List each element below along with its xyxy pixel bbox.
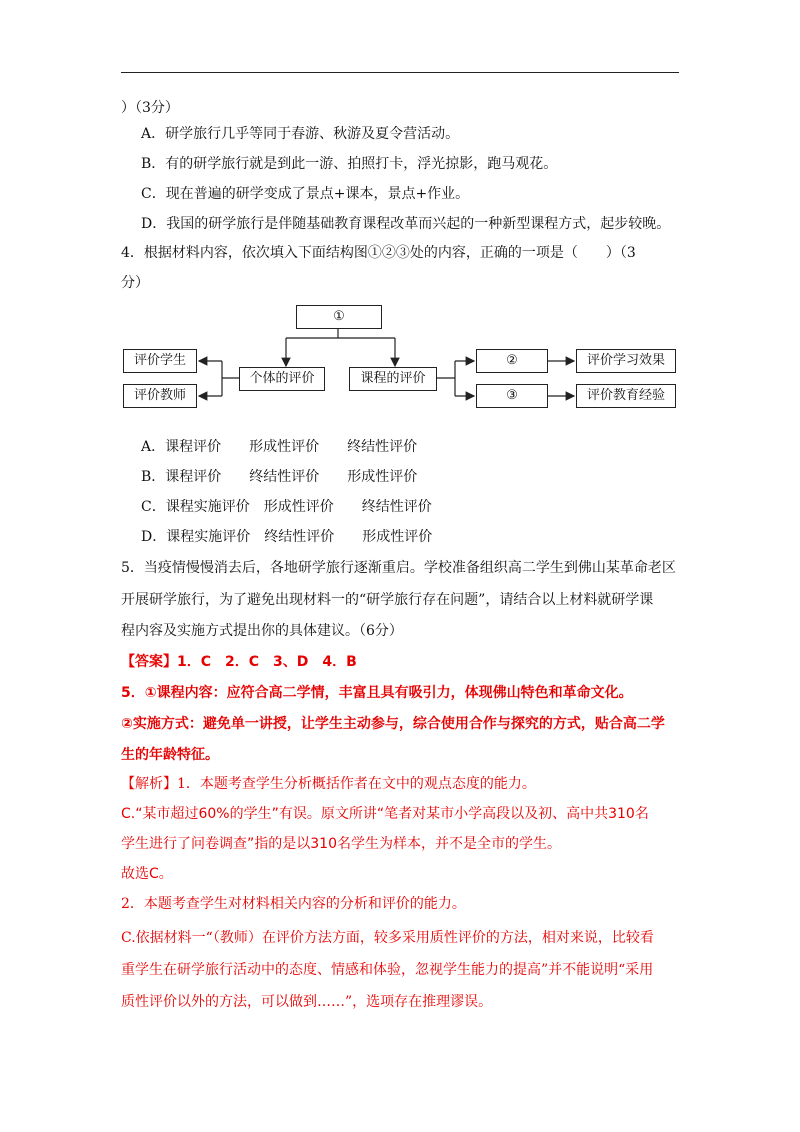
diagram-box-eval-student: 评价学生 [123, 349, 197, 373]
q4-option-d: D．课程实施评价 终结性评价 形成性评价 [141, 529, 433, 545]
analysis-line3: 学生进行了问卷调查”指的是以310名学生为样本，并不是全市的学生。 [121, 836, 561, 852]
analysis-line8: 质性评价以外的方法，可以做到……”，选项存在推理谬误。 [121, 994, 493, 1010]
diagram-box-eval-learning: 评价学习效果 [576, 349, 676, 373]
q3-option-c: C．现在普遍的研学变成了景点+课本，景点+作业。 [141, 186, 470, 202]
q4-option-c: C．课程实施评价 形成性评价 终结性评价 [141, 499, 432, 515]
q3-option-d: D．我国的研学旅行是伴随基础教育课程改革而兴起的一种新型课程方式，起步较晚。 [141, 216, 671, 232]
answer-line2: 5．①课程内容：应符合高二学情，丰富且具有吸引力，体现佛山特色和革命文化。 [121, 685, 633, 701]
diagram-box-eval-experience: 评价教育经验 [576, 384, 676, 408]
answer-line3: ②实施方式：避免单一讲授，让学生主动参与，综合使用合作与探究的方式，贴合高二学 [121, 716, 665, 732]
analysis-line6: C.依据材料一“（教师）在评价方法方面，较多采用质性评价的方法，相对来说，比较看 [121, 930, 654, 946]
q5-line2: 开展研学旅行，为了避免出现材料一的“研学旅行存在问题”，请结合以上材料就研学课 [121, 592, 654, 608]
analysis-line5: 2．本题考查学生对材料相关内容的分析和评价的能力。 [121, 896, 466, 912]
diagram-box-2: ② [476, 349, 548, 373]
diagram-connectors [0, 0, 800, 420]
analysis-line4: 故选C。 [121, 866, 173, 882]
diagram-box-eval-teacher: 评价教师 [123, 384, 197, 408]
diagram-box-individual: 个体的评价 [239, 367, 325, 391]
analysis-line7: 重学生在研学旅行活动中的态度、情感和体验，忽视学生能力的提高”并不能说明“采用 [121, 962, 654, 978]
q5-line3: 程内容及实施方式提出你的具体建议。（6分） [121, 623, 403, 639]
answer-line1: 【答案】1．C 2．C 3、D 4．B [121, 654, 357, 670]
diagram-box-3: ③ [476, 384, 548, 408]
analysis-line2: C.“某市超过60%的学生”有误。原文所讲“笔者对某市小学高段以及初、高中共310名 [121, 806, 649, 822]
analysis-line1: 【解析】1．本题考查学生分析概括作者在文中的观点态度的能力。 [121, 776, 536, 792]
answer-line4: 生的年龄特征。 [121, 747, 219, 763]
q4-stem-line2: 分） [121, 275, 149, 291]
q4-option-a: A．课程评价 形成性评价 终结性评价 [141, 439, 418, 455]
q3-stem-end: ）（3分） [121, 100, 179, 116]
diagram-box-1: ① [296, 305, 382, 329]
diagram-box-course: 课程的评价 [349, 367, 437, 391]
q3-option-b: B．有的研学旅行就是到此一游、拍照打卡，浮光掠影，跑马观花。 [141, 156, 558, 172]
q5-line1: 5．当疫情慢慢消去后，各地研学旅行逐渐重启。学校准备组织高二学生到佛山某革命老区 [121, 560, 676, 576]
q3-option-a: A．研学旅行几乎等同于春游、秋游及夏令营活动。 [141, 126, 460, 142]
q4-option-b: B．课程评价 终结性评价 形成性评价 [141, 469, 418, 485]
q4-stem-line1: 4．根据材料内容，依次填入下面结构图①②③处的内容，正确的一项是（ ）（3 [121, 245, 636, 261]
